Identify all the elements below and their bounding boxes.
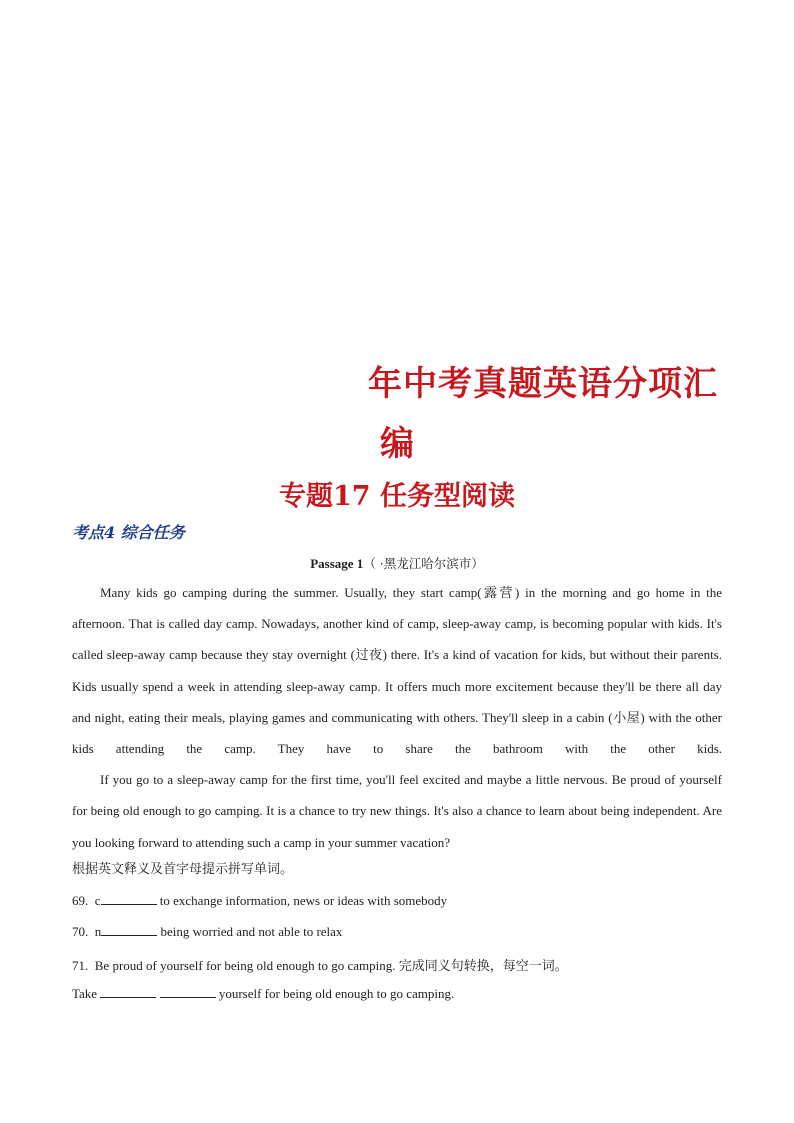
question-number: 69. xyxy=(72,893,89,908)
question-number: 70. xyxy=(72,924,89,939)
answer-blank-1[interactable] xyxy=(100,986,156,998)
document-title-line1: 年中考真题英语分项汇 xyxy=(368,364,718,404)
task-instruction: 根据英文释义及首字母提示拼写单词。 xyxy=(72,862,294,877)
question-number: 71. xyxy=(72,958,89,973)
question-sentence: Be proud of yourself for being old enough to go camping. xyxy=(94,958,399,973)
answer-blank[interactable] xyxy=(101,893,157,905)
first-letter-hint: n xyxy=(94,924,102,939)
section-heading: 考点4 综合任务 xyxy=(72,523,185,542)
question-definition: to exchange information, news or ideas with somebody xyxy=(156,893,448,908)
first-letter-hint: c xyxy=(94,893,101,908)
question-71 xyxy=(72,955,568,974)
passage-paragraph-1: Many kids go camping during the summer. Usually, they start camp(露营) in the morning and go home in the afternoon. That is called day camp. Nowadays, another kind of camp, sleep-away camp, is becoming popular with kids. It's called sleep-away camp because they stay overnight (过夜) there. It's a kind of vacation for kids, but without their parents. Kids usually spend a week in attending sleep-away camp. It offers much more excitement because they'll be there all day and night, eating their meals, playing games and communicating with others. They'll sleep in a cabin (小屋) with the other kids attending the camp. They have to share the bathroom with the other kids. xyxy=(72,585,722,757)
document-subtitle: 专题17 任务型阅读 xyxy=(279,481,515,512)
passage-label: Passage 1 xyxy=(310,556,364,571)
passage-heading xyxy=(0,554,794,572)
passage-body xyxy=(72,577,722,858)
passage-source: （ ·黑龙江哈尔滨市） xyxy=(363,556,484,571)
question-instruction-zh: 完成同义句转换，每空一词。 xyxy=(398,959,568,974)
passage-paragraph-2: If you go to a sleep-away camp for the first time, you'll feel excited and maybe a little nervous. Be proud of yourself for being old enough to go camping. It is a chance to try new things. It's also a chance to learn about being independent. Are you looking forward to attending such a camp in your summer vacation? xyxy=(72,772,722,850)
question-69 xyxy=(72,893,447,909)
answer-prefix: Take xyxy=(72,986,101,1001)
answer-blank-2[interactable] xyxy=(160,986,216,998)
answer-blank[interactable] xyxy=(101,924,157,936)
document-title-line2: 编 xyxy=(380,424,414,464)
question-70 xyxy=(72,924,342,940)
answer-suffix: yourself for being old enough to go camping. xyxy=(215,986,455,1001)
question-definition: being worried and not able to relax xyxy=(157,924,343,939)
question-71-answer xyxy=(72,986,454,1002)
